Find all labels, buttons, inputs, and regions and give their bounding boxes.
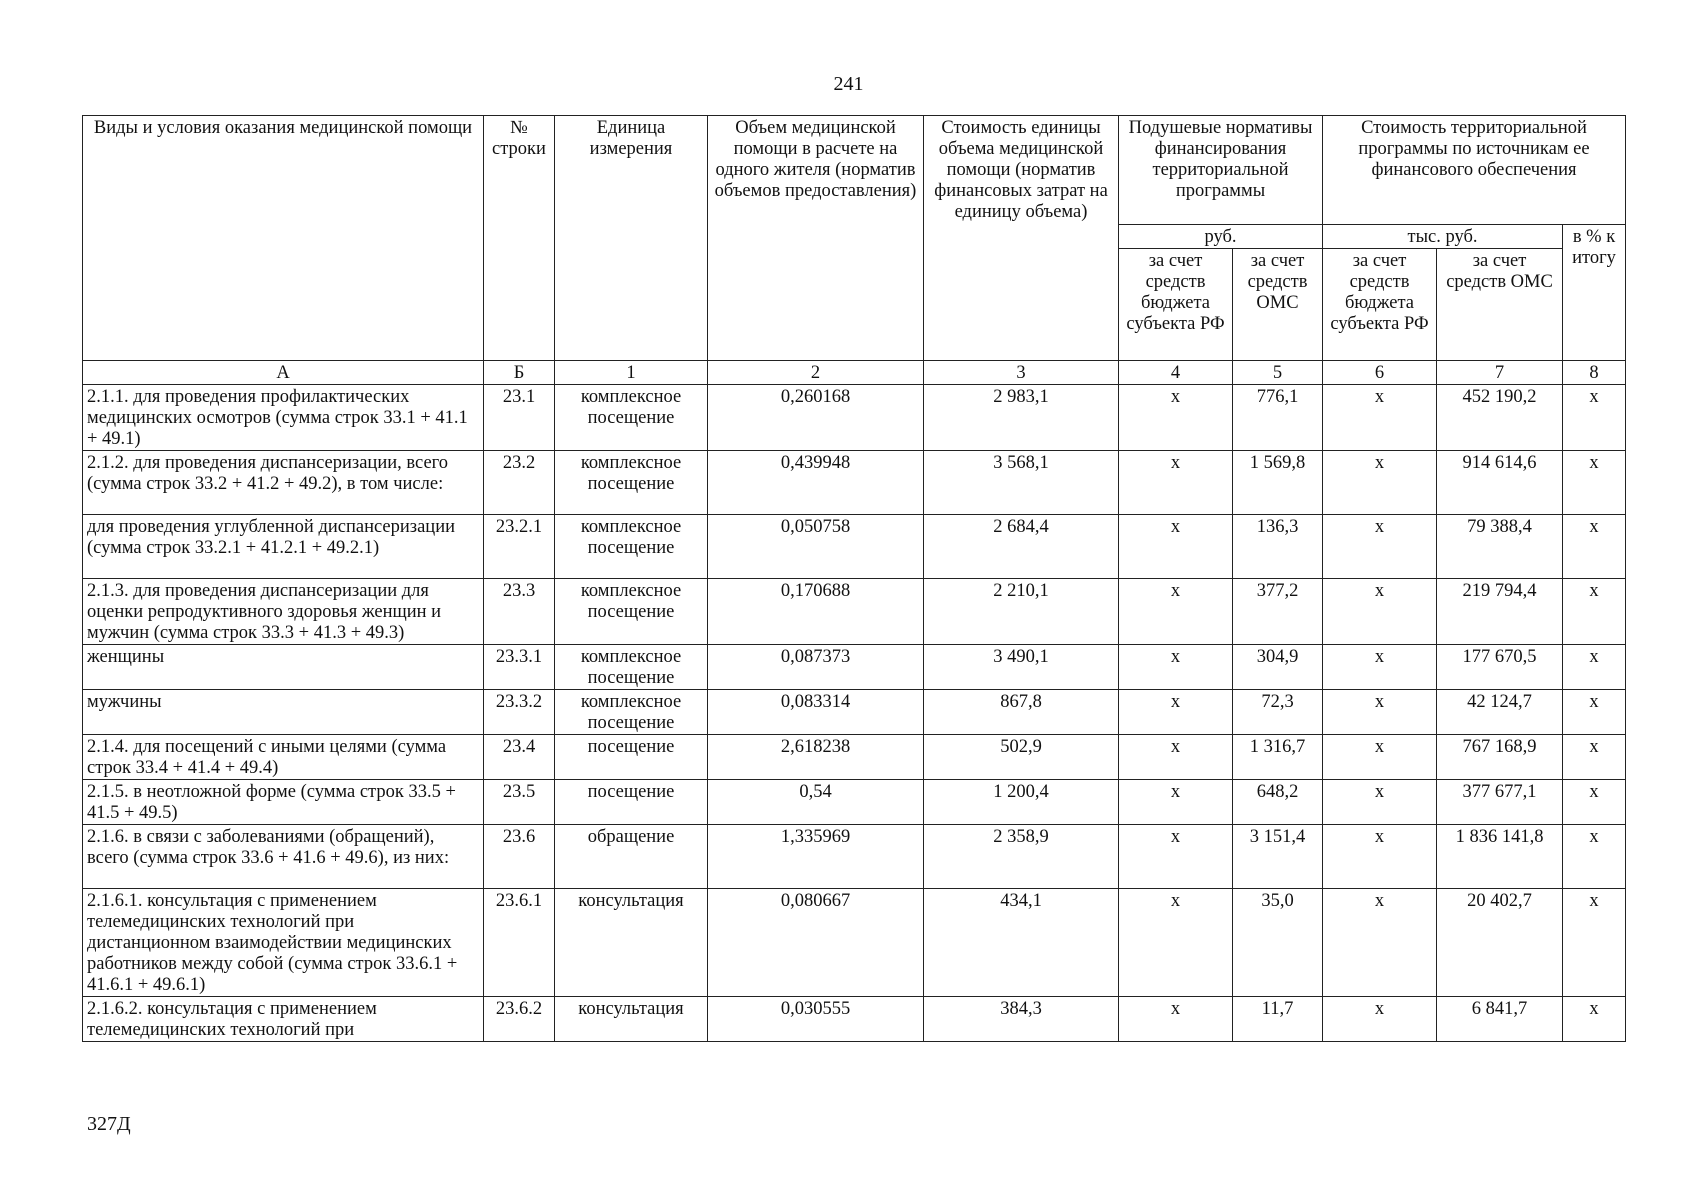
cell-unit-cost: 502,9 [924, 735, 1119, 780]
cell-unit-cost: 3 568,1 [924, 451, 1119, 515]
table-row [83, 889, 1626, 997]
cell-percent: х [1563, 385, 1626, 451]
cell-cost-oms: 6 841,7 [1437, 997, 1563, 1042]
cell-cost-budget: х [1323, 645, 1437, 690]
cell-unit-cost: 2 358,9 [924, 825, 1119, 889]
cell-volume: 0,083314 [708, 690, 924, 735]
cell-row-number: 23.2.1 [484, 515, 555, 579]
cell-cost-budget: х [1323, 997, 1437, 1042]
cell-percent: х [1563, 645, 1626, 690]
cell-norm-budget: х [1119, 997, 1233, 1042]
cell-norm-oms: 136,3 [1233, 515, 1323, 579]
cell-volume: 0,030555 [708, 997, 924, 1042]
cell-cost-oms: 177 670,5 [1437, 645, 1563, 690]
header-col-4: за счет средств бюджета субъекта РФ [1119, 249, 1233, 361]
column-index: Б [484, 361, 555, 385]
cell-norm-budget: х [1119, 825, 1233, 889]
column-index: 1 [555, 361, 708, 385]
cell-cost-budget: х [1323, 515, 1437, 579]
header-col-3: Стоимость единицы объема медицинской помощи (норматив финансовых затрат на единицу объема) [924, 116, 1119, 361]
cell-norm-budget: х [1119, 735, 1233, 780]
header-unit-thous: тыс. руб. [1323, 225, 1563, 249]
cell-percent: х [1563, 690, 1626, 735]
header-group-cost: Стоимость территориальной программы по источникам ее финансового обеспечения [1323, 116, 1626, 225]
cell-cost-budget: х [1323, 690, 1437, 735]
cell-cost-oms: 377 677,1 [1437, 780, 1563, 825]
cell-row-number: 23.6.2 [484, 997, 555, 1042]
cell-name: для проведения углубленной диспансеризации (сумма строк 33.2.1 + 41.2.1 + 49.2.1) [83, 515, 484, 579]
cell-row-number: 23.2 [484, 451, 555, 515]
cell-norm-oms: 776,1 [1233, 385, 1323, 451]
cell-cost-oms: 20 402,7 [1437, 889, 1563, 997]
cell-norm-oms: 11,7 [1233, 997, 1323, 1042]
cell-norm-budget: х [1119, 385, 1233, 451]
cell-cost-oms: 219 794,4 [1437, 579, 1563, 645]
cell-cost-oms: 1 836 141,8 [1437, 825, 1563, 889]
cell-unit-cost: 2 983,1 [924, 385, 1119, 451]
cell-norm-budget: х [1119, 645, 1233, 690]
cell-norm-oms: 1 316,7 [1233, 735, 1323, 780]
cell-volume: 0,439948 [708, 451, 924, 515]
cell-unit: комплексное посещение [555, 451, 708, 515]
cell-cost-budget: х [1323, 825, 1437, 889]
cell-cost-oms: 452 190,2 [1437, 385, 1563, 451]
cell-norm-budget: х [1119, 515, 1233, 579]
header-col-1: Единица измерения [555, 116, 708, 361]
cell-name: мужчины [83, 690, 484, 735]
cell-cost-budget: х [1323, 735, 1437, 780]
cell-volume: 1,335969 [708, 825, 924, 889]
cell-unit: комплексное посещение [555, 690, 708, 735]
header-col-b: № строки [484, 116, 555, 361]
cell-percent: х [1563, 735, 1626, 780]
cell-cost-budget: х [1323, 780, 1437, 825]
cell-percent: х [1563, 997, 1626, 1042]
header-unit-rub: руб. [1119, 225, 1323, 249]
cell-row-number: 23.3.1 [484, 645, 555, 690]
column-index: 6 [1323, 361, 1437, 385]
cell-cost-oms: 767 168,9 [1437, 735, 1563, 780]
cell-unit-cost: 2 210,1 [924, 579, 1119, 645]
header-row-main [83, 116, 1626, 225]
cell-norm-oms: 377,2 [1233, 579, 1323, 645]
cell-norm-oms: 304,9 [1233, 645, 1323, 690]
column-index: 5 [1233, 361, 1323, 385]
cell-norm-oms: 3 151,4 [1233, 825, 1323, 889]
cell-cost-budget: х [1323, 385, 1437, 451]
cell-unit: комплексное посещение [555, 515, 708, 579]
cell-name: женщины [83, 645, 484, 690]
cell-unit: посещение [555, 780, 708, 825]
cell-row-number: 23.3.2 [484, 690, 555, 735]
column-index-row [83, 361, 1626, 385]
cell-row-number: 23.3 [484, 579, 555, 645]
cell-percent: х [1563, 889, 1626, 997]
cell-name: 2.1.2. для проведения диспансеризации, всего (сумма строк 33.2 + 41.2 + 49.2), в том числе: [83, 451, 484, 515]
cell-norm-budget: х [1119, 451, 1233, 515]
cell-volume: 2,618238 [708, 735, 924, 780]
column-index: 2 [708, 361, 924, 385]
cell-volume: 0,260168 [708, 385, 924, 451]
column-index: 7 [1437, 361, 1563, 385]
cell-unit-cost: 3 490,1 [924, 645, 1119, 690]
header-col-a: Виды и условия оказания медицинской помощи [83, 116, 484, 361]
cell-unit: консультация [555, 997, 708, 1042]
cell-percent: х [1563, 515, 1626, 579]
cell-norm-oms: 72,3 [1233, 690, 1323, 735]
cell-name: 2.1.6.2. консультация с применением телемедицинских технологий при [83, 997, 484, 1042]
column-index: 3 [924, 361, 1119, 385]
cell-cost-oms: 42 124,7 [1437, 690, 1563, 735]
table-row [83, 515, 1626, 579]
cell-unit-cost: 434,1 [924, 889, 1119, 997]
cell-unit: обращение [555, 825, 708, 889]
cell-row-number: 23.6 [484, 825, 555, 889]
column-index: 8 [1563, 361, 1626, 385]
table-body [83, 385, 1626, 1042]
cell-norm-oms: 1 569,8 [1233, 451, 1323, 515]
cell-name: 2.1.1. для проведения профилактических медицинских осмотров (сумма строк 33.1 + 41.1 + 49.1) [83, 385, 484, 451]
cell-row-number: 23.1 [484, 385, 555, 451]
cell-volume: 0,087373 [708, 645, 924, 690]
cell-norm-budget: х [1119, 780, 1233, 825]
header-col-7: за счет средств ОМС [1437, 249, 1563, 361]
cell-cost-budget: х [1323, 889, 1437, 997]
cell-volume: 0,050758 [708, 515, 924, 579]
cell-unit-cost: 2 684,4 [924, 515, 1119, 579]
cell-volume: 0,54 [708, 780, 924, 825]
cell-unit-cost: 867,8 [924, 690, 1119, 735]
column-index: А [83, 361, 484, 385]
financing-table [82, 115, 1626, 1042]
table-row [83, 579, 1626, 645]
table-row [83, 690, 1626, 735]
cell-cost-oms: 914 614,6 [1437, 451, 1563, 515]
column-index: 4 [1119, 361, 1233, 385]
header-col-6: за счет средств бюджета субъекта РФ [1323, 249, 1437, 361]
cell-unit: комплексное посещение [555, 645, 708, 690]
table-row [83, 451, 1626, 515]
cell-percent: х [1563, 451, 1626, 515]
cell-name: 2.1.6. в связи с заболеваниями (обращений), всего (сумма строк 33.6 + 41.6 + 49.6), из них: [83, 825, 484, 889]
cell-unit: комплексное посещение [555, 579, 708, 645]
cell-name: 2.1.5. в неотложной форме (сумма строк 33.5 + 41.5 + 49.5) [83, 780, 484, 825]
table-row [83, 825, 1626, 889]
cell-unit-cost: 384,3 [924, 997, 1119, 1042]
cell-row-number: 23.5 [484, 780, 555, 825]
cell-norm-budget: х [1119, 889, 1233, 997]
cell-unit: консультация [555, 889, 708, 997]
cell-name: 2.1.4. для посещений с иными целями (сумма строк 33.4 + 41.4 + 49.4) [83, 735, 484, 780]
cell-name: 2.1.3. для проведения диспансеризации для оценки репродуктивного здоровья женщин и мужчин (сумма строк 33.3 + 41.3 + 49.3) [83, 579, 484, 645]
cell-row-number: 23.4 [484, 735, 555, 780]
table-row [83, 997, 1626, 1042]
table-row [83, 735, 1626, 780]
cell-cost-budget: х [1323, 451, 1437, 515]
header-group-norm: Подушевые нормативы финансирования территориальной программы [1119, 116, 1323, 225]
cell-cost-oms: 79 388,4 [1437, 515, 1563, 579]
cell-cost-budget: х [1323, 579, 1437, 645]
cell-norm-budget: х [1119, 579, 1233, 645]
cell-row-number: 23.6.1 [484, 889, 555, 997]
header-col-2: Объем медицинской помощи в расчете на одного жителя (норматив объемов предоставления) [708, 116, 924, 361]
table-row [83, 780, 1626, 825]
cell-volume: 0,170688 [708, 579, 924, 645]
cell-unit: посещение [555, 735, 708, 780]
table-row [83, 645, 1626, 690]
page-number: 241 [833, 73, 864, 95]
cell-percent: х [1563, 780, 1626, 825]
cell-unit: комплексное посещение [555, 385, 708, 451]
cell-percent: х [1563, 825, 1626, 889]
table-row [83, 385, 1626, 451]
header-unit-pct: в % к итогу [1563, 225, 1626, 361]
cell-name: 2.1.6.1. консультация с применением телемедицинских технологий при дистанционном взаимодействии медицинских работников между собой (сумма строк 33.6.1 + 41.6.1 + 49.6.1) [83, 889, 484, 997]
cell-percent: х [1563, 579, 1626, 645]
document-code: 327Д [87, 1113, 131, 1135]
cell-unit-cost: 1 200,4 [924, 780, 1119, 825]
header-col-5: за счет средств ОМС [1233, 249, 1323, 361]
cell-volume: 0,080667 [708, 889, 924, 997]
cell-norm-budget: х [1119, 690, 1233, 735]
cell-norm-oms: 648,2 [1233, 780, 1323, 825]
cell-norm-oms: 35,0 [1233, 889, 1323, 997]
